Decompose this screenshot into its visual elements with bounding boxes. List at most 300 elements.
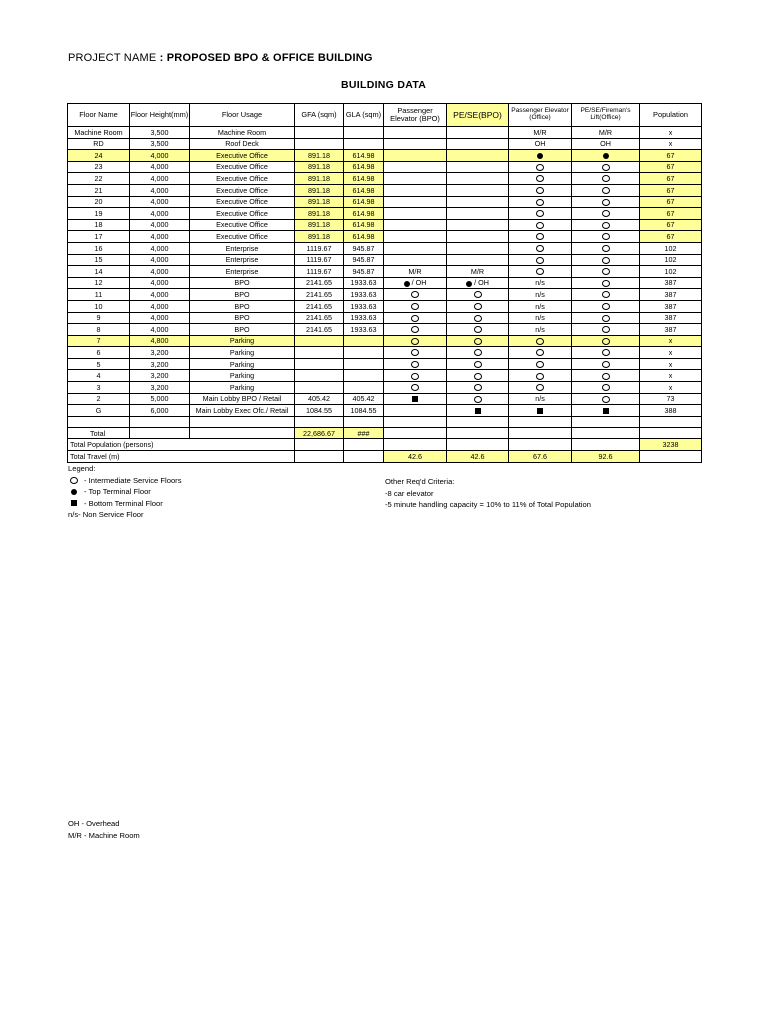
cell-gla: 945.87 [344,254,384,266]
project-name-line [68,52,373,64]
hollow-circle-icon [602,210,610,217]
table-row [68,324,702,336]
cell-floor-height: 4,000 [130,196,190,208]
cell-pe-office [509,219,572,231]
cell-gfa: 1119.67 [295,254,344,266]
cell-gla [344,370,384,382]
filled-square-icon [68,500,80,506]
cell-gfa [295,370,344,382]
cell-pe-bpo [384,324,447,336]
filled-square-icon [603,408,609,414]
cell-gfa: 891.18 [295,184,344,196]
cell-floor-height: 3,200 [130,358,190,370]
hollow-circle-icon [602,245,610,252]
cell-pe-office [509,335,572,347]
filled-circle-icon [68,489,80,495]
cell-floor-height: 5,000 [130,393,190,405]
cell-floor-usage: Parking [190,382,295,394]
table-row [68,150,702,162]
hollow-circle-icon [536,210,544,217]
cell-population: 387 [640,277,702,289]
col-population: Population [640,104,702,127]
cell-pe-bpo [384,370,447,382]
cell-pese-bpo [447,277,509,289]
hollow-circle-icon [474,303,482,310]
cell-floor-height: 6,000 [130,405,190,417]
cell-gfa [295,127,344,139]
hollow-circle-icon [536,164,544,171]
cell-pese-bpo [447,150,509,162]
hollow-circle-icon [536,257,544,264]
cell-floor-usage: Executive Office [190,161,295,173]
cell-floor-height: 4,000 [130,173,190,185]
cell-pe-office: n/s [509,393,572,405]
cell-gla: 614.98 [344,184,384,196]
cell-pe-bpo [384,254,447,266]
hollow-circle-icon [411,338,419,345]
table-row [68,127,702,139]
cell-pe-office [509,196,572,208]
cell-floor-height: 4,000 [130,289,190,301]
cell-population: x [640,370,702,382]
col-gla: GLA (sqm) [344,104,384,127]
cell-gfa: 2141.65 [295,312,344,324]
hollow-circle-icon [602,315,610,322]
cell-pe-bpo [384,127,447,139]
hollow-circle-icon [411,291,419,298]
cell-floor-name: 24 [68,150,130,162]
cell-floor-name: 16 [68,242,130,254]
cell-floor-name: 12 [68,277,130,289]
cell-floor-height: 4,000 [130,219,190,231]
cell-floor-usage: BPO [190,324,295,336]
cell-floor-height: 4,000 [130,184,190,196]
cell-pe-bpo [384,173,447,185]
cell-population: 102 [640,254,702,266]
col-pe-bpo: Passenger Elevator (BPO) [384,104,447,127]
cell-floor-height: 3,200 [130,370,190,382]
cell-gla [344,335,384,347]
cell-gfa: 891.18 [295,173,344,185]
table-row [68,382,702,394]
hollow-circle-icon [536,187,544,194]
cell-floor-name: RD [68,138,130,150]
criteria-car: -8 car elevator [385,488,434,498]
cell-pese-office [572,184,640,196]
hollow-circle-icon [602,303,610,310]
cell-population: 67 [640,150,702,162]
cell-pese-office [572,324,640,336]
cell-pe-office [509,150,572,162]
cell-pese-office [572,196,640,208]
cell-floor-height: 3,200 [130,382,190,394]
cell-gla: 1933.63 [344,300,384,312]
hollow-circle-icon [411,373,419,380]
cell-floor-height: 4,000 [130,150,190,162]
col-pese-bpo: PE/SE(BPO) [447,104,509,127]
cell-pese-office [572,393,640,405]
cell-pe-office: n/s [509,277,572,289]
cell-floor-usage: BPO [190,277,295,289]
cell-floor-usage: BPO [190,312,295,324]
cell-floor-height: 4,000 [130,254,190,266]
cell-pe-bpo [384,335,447,347]
cell-pe-office: n/s [509,312,572,324]
table-row [68,173,702,185]
cell-pe-bpo [384,184,447,196]
hollow-circle-icon [602,187,610,194]
hollow-circle-icon [602,268,610,275]
header-row [68,104,702,127]
overhead-label: / OH [409,278,427,288]
cell-pese-bpo [447,127,509,139]
hollow-circle-icon [602,338,610,345]
cell-floor-height: 3,500 [130,138,190,150]
cell-pe-bpo [384,405,447,417]
cell-pese-office [572,266,640,278]
page-title: BUILDING DATA [341,79,427,91]
cell-pese-bpo [447,324,509,336]
cell-floor-usage: Executive Office [190,184,295,196]
cell-pe-bpo [384,312,447,324]
cell-floor-name: 23 [68,161,130,173]
cell-pe-office [509,347,572,359]
cell-floor-usage: Executive Office [190,173,295,185]
table-row [68,161,702,173]
total-population-value: 3238 [640,439,702,451]
spacer-row [68,416,702,427]
legend-top: - Top Terminal Floor [68,486,182,498]
cell-pese-bpo [447,347,509,359]
project-label: PROJECT NAME [68,52,160,64]
cell-pese-office [572,405,640,417]
cell-pe-bpo [384,208,447,220]
cell-population: 67 [640,161,702,173]
abbreviation-notes [68,818,140,841]
cell-gfa [295,382,344,394]
cell-floor-name: 5 [68,358,130,370]
col-pe-office: Passenger Elevator (Office) [509,104,572,127]
cell-gfa: 2141.65 [295,300,344,312]
col-pese-office: PE/SE/Fireman's Lift(Office) [572,104,640,127]
cell-gfa: 891.18 [295,150,344,162]
cell-floor-usage: Executive Office [190,219,295,231]
table-row [68,312,702,324]
cell-gla: 614.98 [344,173,384,185]
cell-floor-usage: Parking [190,335,295,347]
cell-pese-office: M/R [572,127,640,139]
table-row [68,335,702,347]
cell-population: 387 [640,324,702,336]
hollow-circle-icon [474,396,482,403]
travel-pese-office: 92.6 [572,451,640,463]
cell-floor-name: 9 [68,312,130,324]
hollow-circle-icon [536,373,544,380]
cell-pese-bpo [447,393,509,405]
cell-pese-bpo [447,242,509,254]
hollow-circle-icon [536,361,544,368]
cell-pe-bpo [384,231,447,243]
cell-gla: 1933.63 [344,277,384,289]
cell-population: 67 [640,173,702,185]
hollow-circle-icon [602,233,610,240]
cell-gla [344,358,384,370]
cell-floor-usage: Executive Office [190,231,295,243]
cell-gla [344,347,384,359]
cell-floor-usage: Executive Office [190,150,295,162]
cell-floor-usage: Machine Room [190,127,295,139]
cell-floor-height: 4,000 [130,312,190,324]
total-population-label: Total Population (persons) [68,439,295,451]
table-row [68,208,702,220]
cell-pese-bpo [447,370,509,382]
cell-pe-office [509,254,572,266]
cell-floor-usage: Enterprise [190,254,295,266]
cell-pe-bpo [384,138,447,150]
cell-floor-name: 20 [68,196,130,208]
cell-pe-office [509,173,572,185]
cell-pese-office [572,347,640,359]
filled-square-icon [537,408,543,414]
cell-floor-name: 7 [68,335,130,347]
table-row [68,289,702,301]
cell-population: 387 [640,312,702,324]
hollow-circle-icon [536,199,544,206]
cell-pe-bpo [384,219,447,231]
cell-gfa: 891.18 [295,196,344,208]
cell-gfa: 891.18 [295,208,344,220]
cell-pe-office [509,231,572,243]
cell-floor-name: 8 [68,324,130,336]
hollow-circle-icon [474,326,482,333]
cell-pese-office [572,231,640,243]
cell-gfa: 891.18 [295,161,344,173]
cell-gfa: 1119.67 [295,242,344,254]
hollow-circle-icon [474,291,482,298]
hollow-circle-icon [602,373,610,380]
hollow-circle-icon [474,361,482,368]
cell-floor-height: 4,800 [130,335,190,347]
travel-pe-bpo: 42.6 [384,451,447,463]
cell-pe-office: OH [509,138,572,150]
table-row [68,266,702,278]
hollow-circle-icon [602,326,610,333]
table-row [68,393,702,405]
hollow-circle-icon [536,349,544,356]
cell-population: 388 [640,405,702,417]
cell-gla: 945.87 [344,242,384,254]
filled-circle-icon [603,153,609,159]
table-row [68,231,702,243]
cell-gla: 614.98 [344,196,384,208]
cell-gla [344,138,384,150]
hollow-circle-icon [602,280,610,287]
total-travel-label: Total Travel (m) [68,451,295,463]
filled-square-icon [475,408,481,414]
cell-floor-height: 4,000 [130,324,190,336]
table-row [68,358,702,370]
cell-floor-name: G [68,405,130,417]
cell-pe-bpo [384,242,447,254]
cell-population: 67 [640,184,702,196]
cell-pese-office [572,254,640,266]
cell-floor-usage: Parking [190,370,295,382]
floor-rows [68,127,702,417]
cell-pese-bpo [447,161,509,173]
table-row [68,370,702,382]
cell-floor-height: 4,000 [130,208,190,220]
hollow-circle-icon [536,222,544,229]
cell-gfa [295,138,344,150]
cell-population: x [640,347,702,359]
cell-pese-bpo [447,138,509,150]
cell-pese-bpo [447,289,509,301]
cell-pe-office: M/R [509,127,572,139]
cell-pese-bpo [447,196,509,208]
cell-pese-bpo [447,300,509,312]
hollow-circle-icon [474,315,482,322]
cell-pese-office [572,335,640,347]
project-name: : PROPOSED BPO & OFFICE BUILDING [159,52,373,64]
building-data-table [67,103,702,463]
cell-pese-office: OH [572,138,640,150]
cell-gla: 945.87 [344,266,384,278]
cell-pe-office [509,370,572,382]
hollow-circle-icon [411,326,419,333]
cell-floor-usage: Roof Deck [190,138,295,150]
table-row [68,138,702,150]
cell-floor-usage: Parking [190,347,295,359]
total-row [68,427,702,439]
cell-population: 67 [640,208,702,220]
table-row [68,254,702,266]
cell-pese-bpo [447,184,509,196]
hollow-circle-icon [474,349,482,356]
cell-floor-usage: BPO [190,300,295,312]
cell-gla: 405.42 [344,393,384,405]
cell-pese-bpo [447,208,509,220]
cell-floor-height: 3,200 [130,347,190,359]
cell-pese-bpo [447,405,509,417]
hollow-circle-icon [411,361,419,368]
table-row [68,277,702,289]
cell-pe-office [509,382,572,394]
cell-pese-bpo [447,219,509,231]
cell-population: x [640,358,702,370]
hollow-circle-icon [474,338,482,345]
cell-pese-office [572,208,640,220]
cell-pese-office [572,300,640,312]
cell-pe-office [509,208,572,220]
cell-gfa: 2141.65 [295,324,344,336]
cell-pe-office [509,242,572,254]
cell-pe-bpo [384,289,447,301]
hollow-circle-icon [602,349,610,356]
cell-floor-name: 14 [68,266,130,278]
note-mr: M/R - Machine Room [68,830,140,840]
cell-population: x [640,335,702,347]
cell-gfa: 1084.55 [295,405,344,417]
cell-gfa [295,358,344,370]
cell-floor-usage: BPO [190,289,295,301]
cell-pese-office [572,219,640,231]
cell-floor-usage: Executive Office [190,196,295,208]
cell-pe-office: n/s [509,324,572,336]
cell-floor-name: 19 [68,208,130,220]
cell-pe-office: n/s [509,300,572,312]
total-gla: ### [344,427,384,439]
hollow-circle-icon [602,175,610,182]
criteria-handling: -5 minute handling capacity = 10% to 11% of Total Population [385,500,591,509]
hollow-circle-icon [602,361,610,368]
other-criteria [385,476,591,511]
cell-floor-height: 4,000 [130,277,190,289]
cell-population: 387 [640,289,702,301]
cell-gla [344,382,384,394]
cell-gla: 614.98 [344,231,384,243]
cell-pese-bpo [447,358,509,370]
cell-pe-bpo [384,382,447,394]
hollow-circle-icon [536,233,544,240]
cell-population: x [640,382,702,394]
hollow-circle-icon [602,257,610,264]
cell-gla: 614.98 [344,219,384,231]
cell-gla: 614.98 [344,208,384,220]
cell-floor-name: 4 [68,370,130,382]
cell-population: 73 [640,393,702,405]
cell-gfa: 891.18 [295,219,344,231]
cell-gla: 614.98 [344,150,384,162]
travel-pe-office: 67.6 [509,451,572,463]
hollow-circle-icon [411,384,419,391]
cell-pese-office [572,242,640,254]
filled-circle-icon [537,153,543,159]
cell-pese-office [572,161,640,173]
cell-floor-usage: Main Lobby Exec Ofc./ Retail [190,405,295,417]
cell-population: x [640,138,702,150]
cell-pe-bpo [384,150,447,162]
table-row [68,300,702,312]
cell-gla [344,127,384,139]
cell-gfa: 2141.65 [295,277,344,289]
col-floor-height: Floor Height(mm) [130,104,190,127]
hollow-circle-icon [602,396,610,403]
cell-pese-bpo [447,382,509,394]
legend-non-service: n/s- Non Service Floor [68,510,144,519]
table-row [68,242,702,254]
cell-gla: 1933.63 [344,312,384,324]
cell-gfa: 891.18 [295,231,344,243]
cell-gfa: 2141.65 [295,289,344,301]
cell-pese-bpo: M/R [447,266,509,278]
cell-gfa [295,347,344,359]
hollow-circle-icon [474,384,482,391]
cell-pe-bpo: M/R [384,266,447,278]
cell-floor-usage: Executive Office [190,208,295,220]
cell-pe-office: n/s [509,289,572,301]
cell-pese-office [572,289,640,301]
cell-pese-bpo [447,335,509,347]
travel-pese-bpo: 42.6 [447,451,509,463]
cell-floor-height: 4,000 [130,231,190,243]
hollow-circle-icon [602,199,610,206]
cell-gfa: 405.42 [295,393,344,405]
cell-floor-usage: Enterprise [190,266,295,278]
legend-intermediate: - Intermediate Service Floors [68,475,182,487]
cell-floor-name: 21 [68,184,130,196]
hollow-circle-icon [411,349,419,356]
cell-floor-name: 10 [68,300,130,312]
